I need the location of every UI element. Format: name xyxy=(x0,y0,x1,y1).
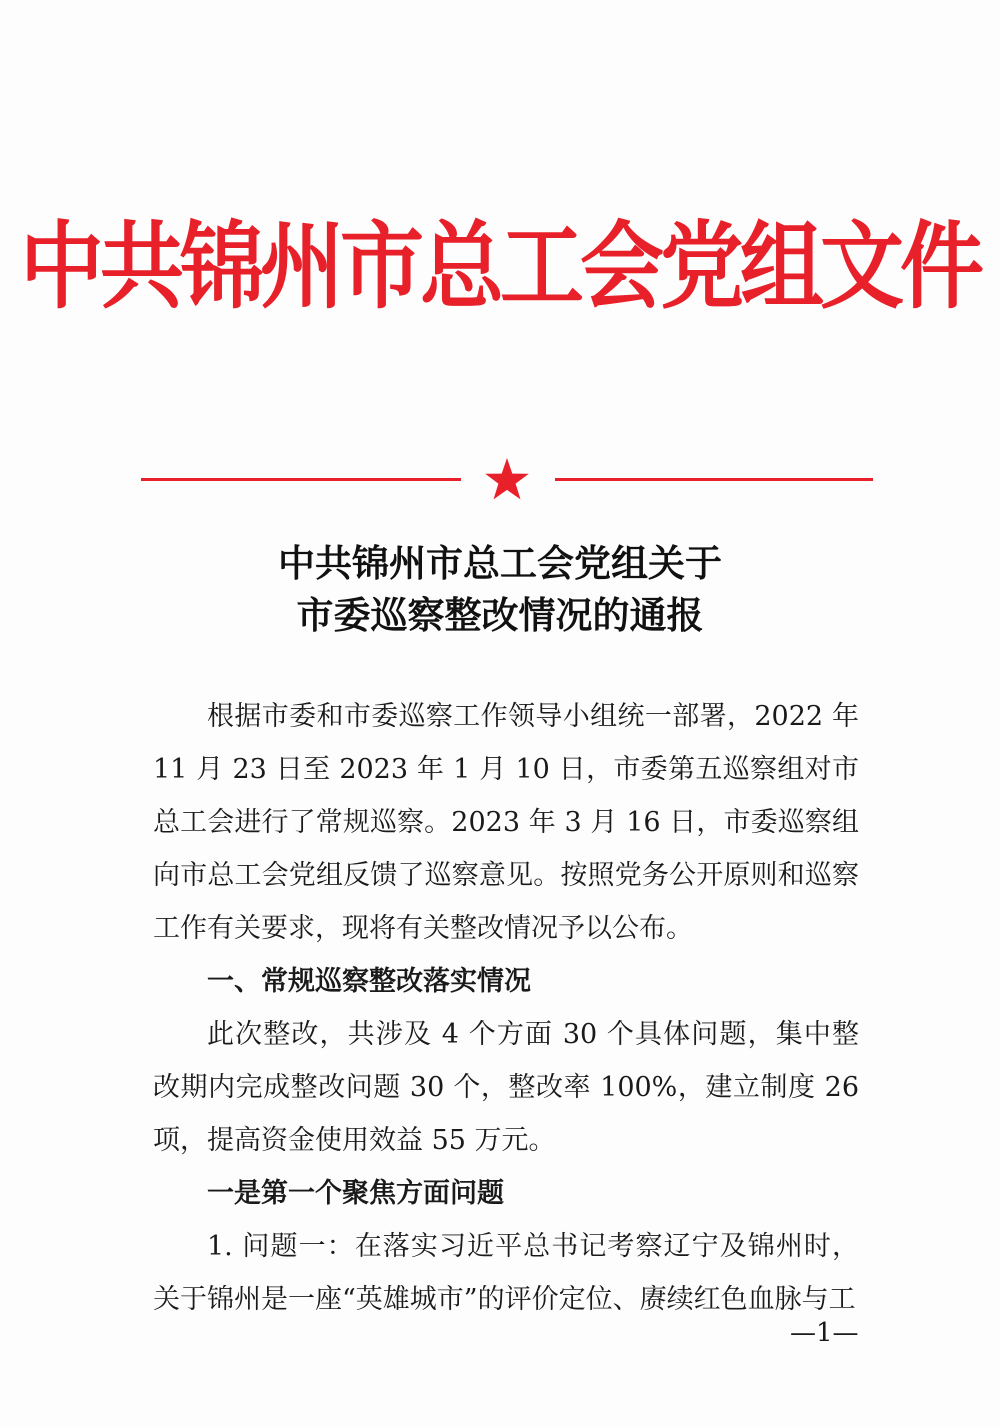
issue-1-paragraph: 1. 问题一：在落实习近平总书记考察辽宁及锦州时，关于锦州是一座“英雄城市”的评价定位、赓续红色血脉与工 xyxy=(153,1231,859,1315)
document-title-line-2: 市委巡察整改情况的通报 xyxy=(296,594,704,637)
section-1-heading: 一、常规巡察整改落实情况 xyxy=(207,966,531,997)
document-title-line-1: 中共锦州市总工会党组关于 xyxy=(278,542,722,585)
divider-line-right xyxy=(555,478,873,481)
intro-paragraph: 根据市委和市委巡察工作领导小组统一部署，2022 年11 月 23 日至 2023 年 1 月 10 日，市委第五巡察组对市总工会进行了常规巡察。2023 年 3 月 16 日，市委巡察组向市总工会党组反馈了巡察意见。按照党务公开原则和巡察工作有关要求，现将有关整改情况予以公布。 xyxy=(153,701,859,944)
subsection-1-heading: 一是第一个聚焦方面问题 xyxy=(207,1178,504,1209)
divider-line-left xyxy=(141,478,461,481)
page-number: —1— xyxy=(790,1318,859,1348)
star-icon xyxy=(484,457,530,501)
red-divider xyxy=(0,455,1000,505)
masthead-title: 中共锦州市总工会党组文件 xyxy=(19,210,980,322)
document-body xyxy=(153,690,859,1326)
section-1-paragraph: 此次整改，共涉及 4 个方面 30 个具体问题，集中整改期内完成整改问题 30 个，整改率 100%，建立制度 26 项，提高资金使用效益 55 万元。 xyxy=(153,1019,859,1156)
